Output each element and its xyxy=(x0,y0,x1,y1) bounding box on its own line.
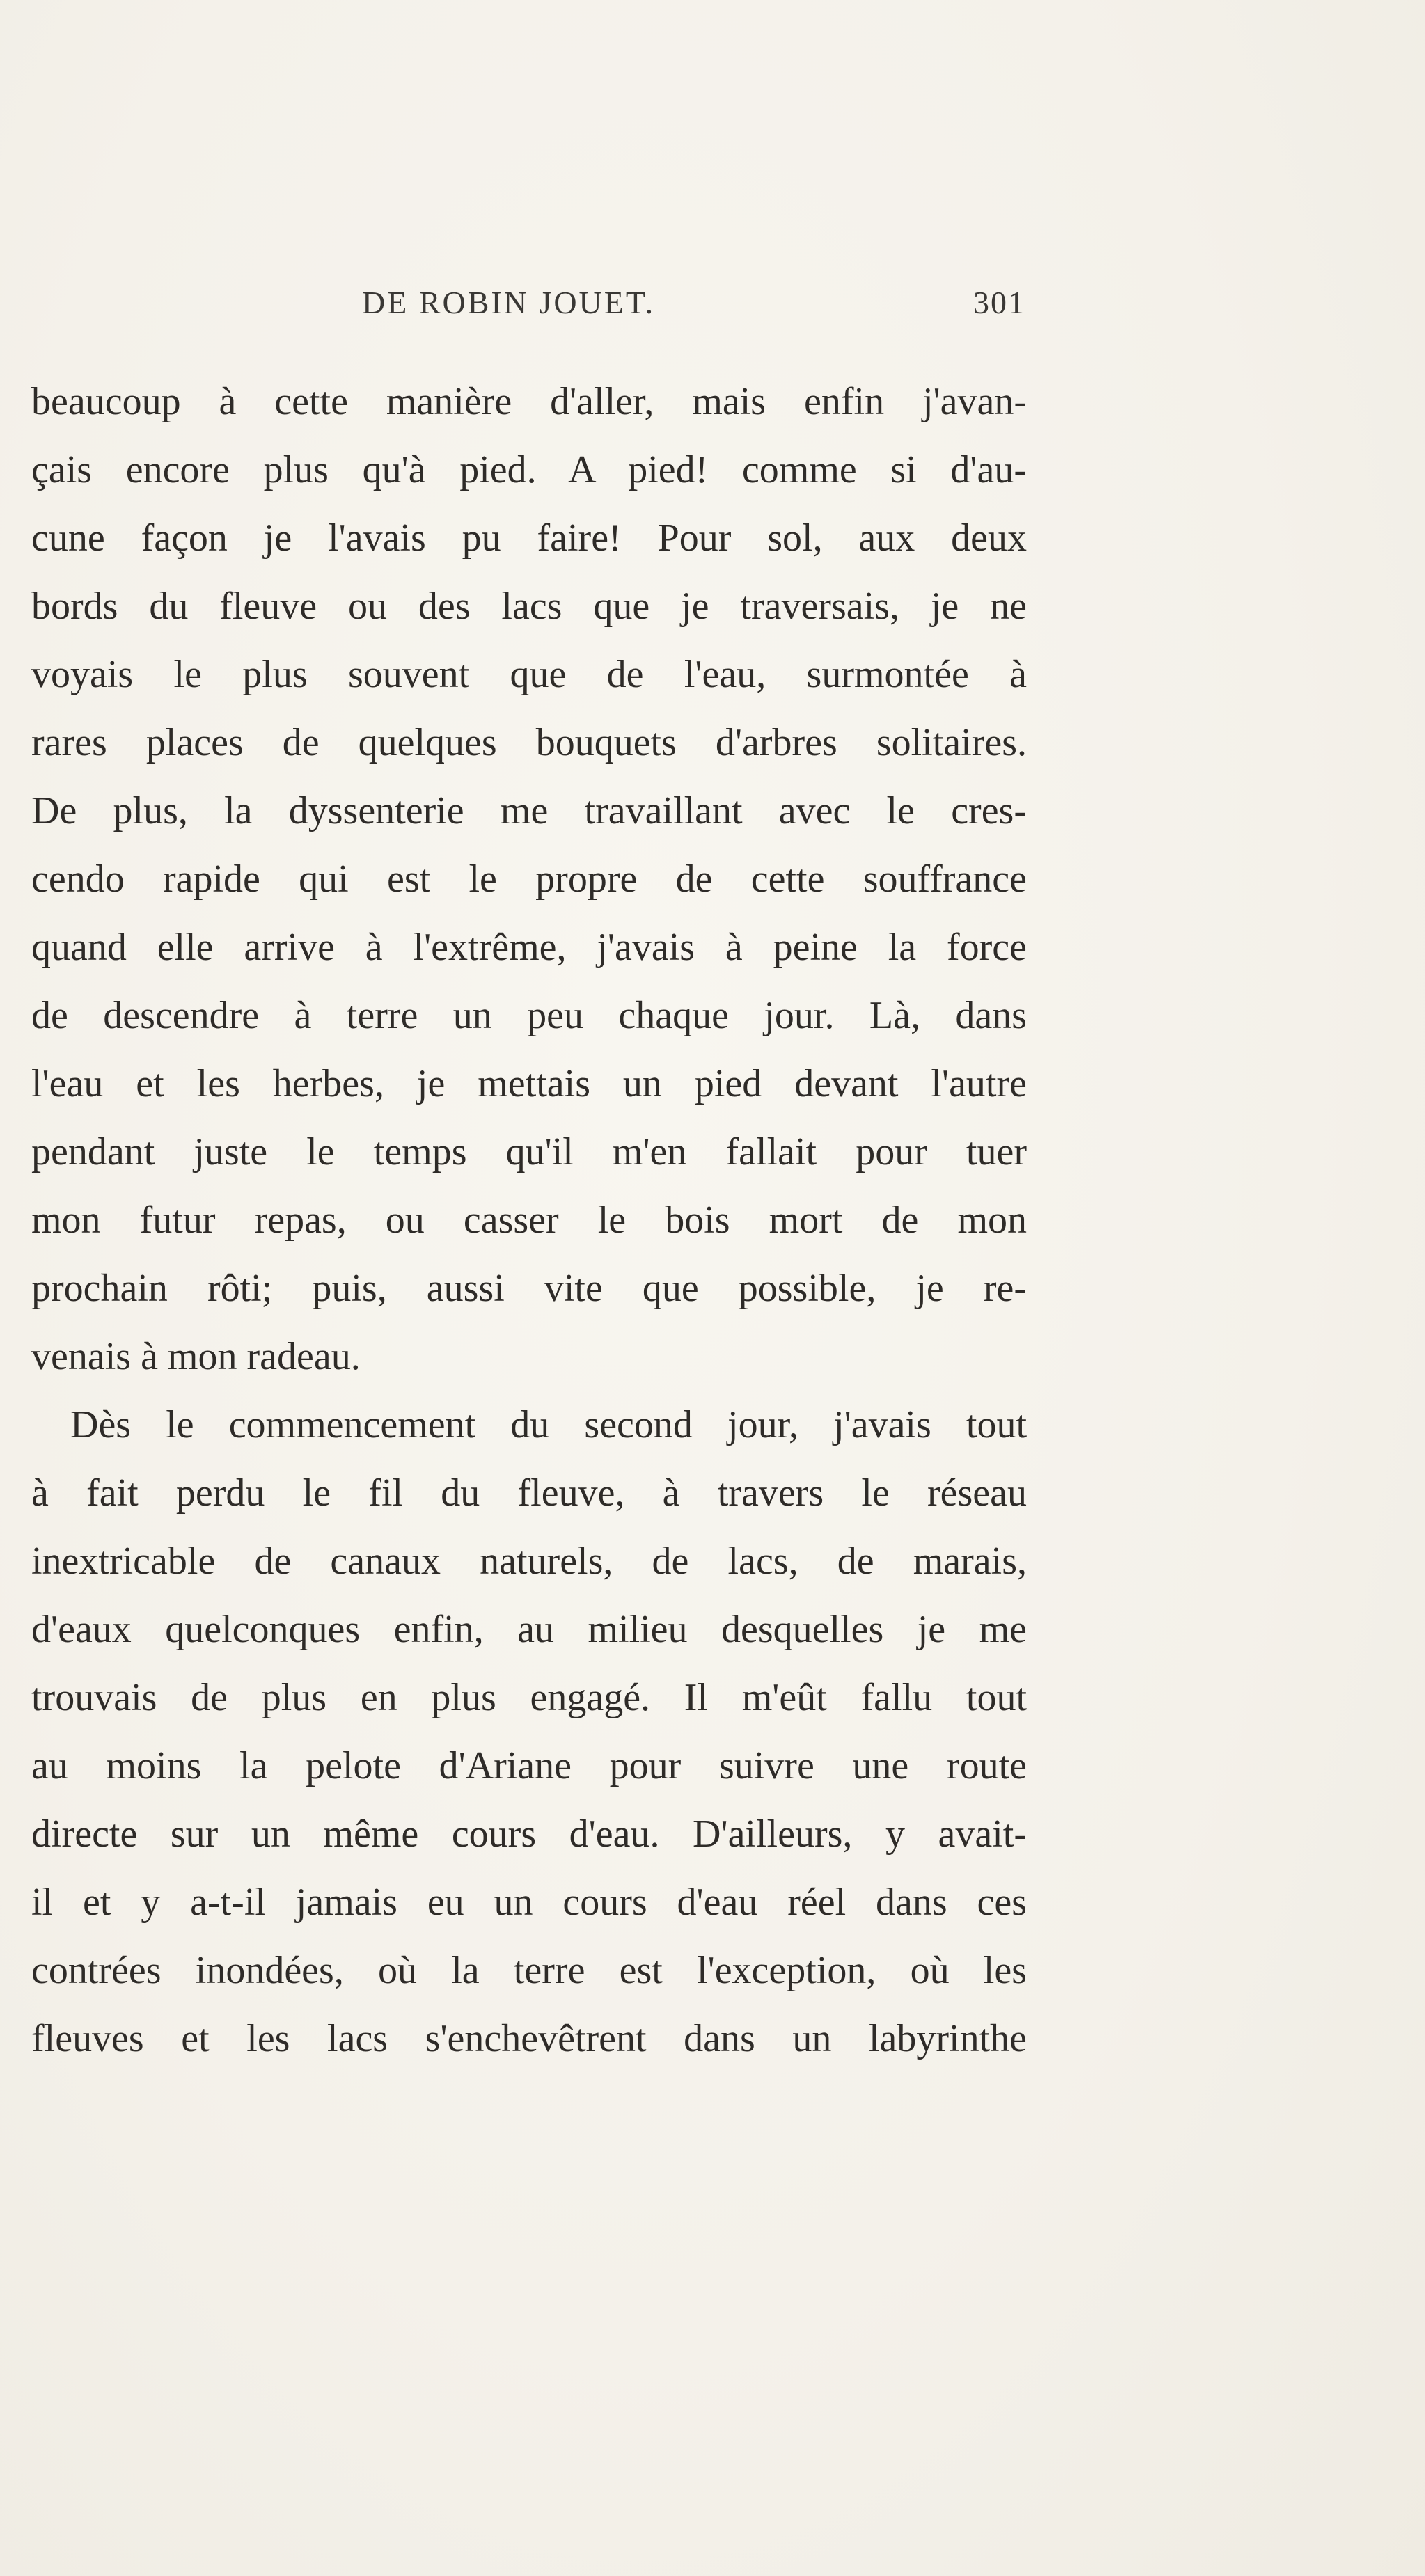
text-line: rares places de quelques bouquets d'arbres solitaires. xyxy=(31,721,1027,764)
text-line: pendant juste le temps qu'il m'en fallait pour tuer xyxy=(31,1130,1027,1174)
text-line: De plus, la dyssenterie me travaillant avec le cres- xyxy=(31,789,1027,832)
page-header xyxy=(362,284,1025,326)
text-line: contrées inondées, où la terre est l'exception, où les xyxy=(31,1949,1027,1992)
text-line: beaucoup à cette manière d'aller, mais enfin j'avan- xyxy=(31,380,1027,423)
body-text xyxy=(31,368,1027,2073)
text-line: à fait perdu le fil du fleuve, à travers le réseau xyxy=(31,1471,1027,1515)
text-line: bords du fleuve ou des lacs que je traversais, je ne xyxy=(31,585,1027,628)
text-line: prochain rôti; puis, aussi vite que possible, je re- xyxy=(31,1267,1027,1310)
running-head: DE ROBIN JOUET. xyxy=(362,285,656,320)
text-line: cune façon je l'avais pu faire! Pour sol, aux deux xyxy=(31,516,1027,560)
text-line: cendo rapide qui est le propre de cette souffrance xyxy=(31,858,1027,901)
text-line: l'eau et les herbes, je mettais un pied devant l'autre xyxy=(31,1062,1027,1105)
page-number: 301 xyxy=(973,285,1025,320)
paragraph-end-line: venais à mon radeau. xyxy=(31,1335,361,1378)
paragraph-start-line: Dès le commencement du second jour, j'avais tout xyxy=(70,1403,1027,1446)
text-line: çais encore plus qu'à pied. A pied! comme si d'au- xyxy=(31,448,1027,491)
text-line: voyais le plus souvent que de l'eau, surmontée à xyxy=(31,653,1027,696)
text-line: directe sur un même cours d'eau. D'ailleurs, y avait- xyxy=(31,1812,1027,1856)
text-line: de descendre à terre un peu chaque jour. Là, dans xyxy=(31,994,1027,1037)
text-line: inextricable de canaux naturels, de lacs, de marais, xyxy=(31,1540,1027,1583)
text-line: au moins la pelote d'Ariane pour suivre une route xyxy=(31,1744,1027,1787)
text-line: d'eaux quelconques enfin, au milieu desquelles je me xyxy=(31,1608,1027,1651)
text-line: quand elle arrive à l'extrême, j'avais à peine la force xyxy=(31,926,1027,969)
text-line: il et y a-t-il jamais eu un cours d'eau réel dans ces xyxy=(31,1881,1027,1924)
text-line: fleuves et les lacs s'enchevêtrent dans un labyrinthe xyxy=(31,2017,1027,2060)
text-line: trouvais de plus en plus engagé. Il m'eût fallu tout xyxy=(31,1676,1027,1719)
text-line: mon futur repas, ou casser le bois mort de mon xyxy=(31,1199,1027,1242)
